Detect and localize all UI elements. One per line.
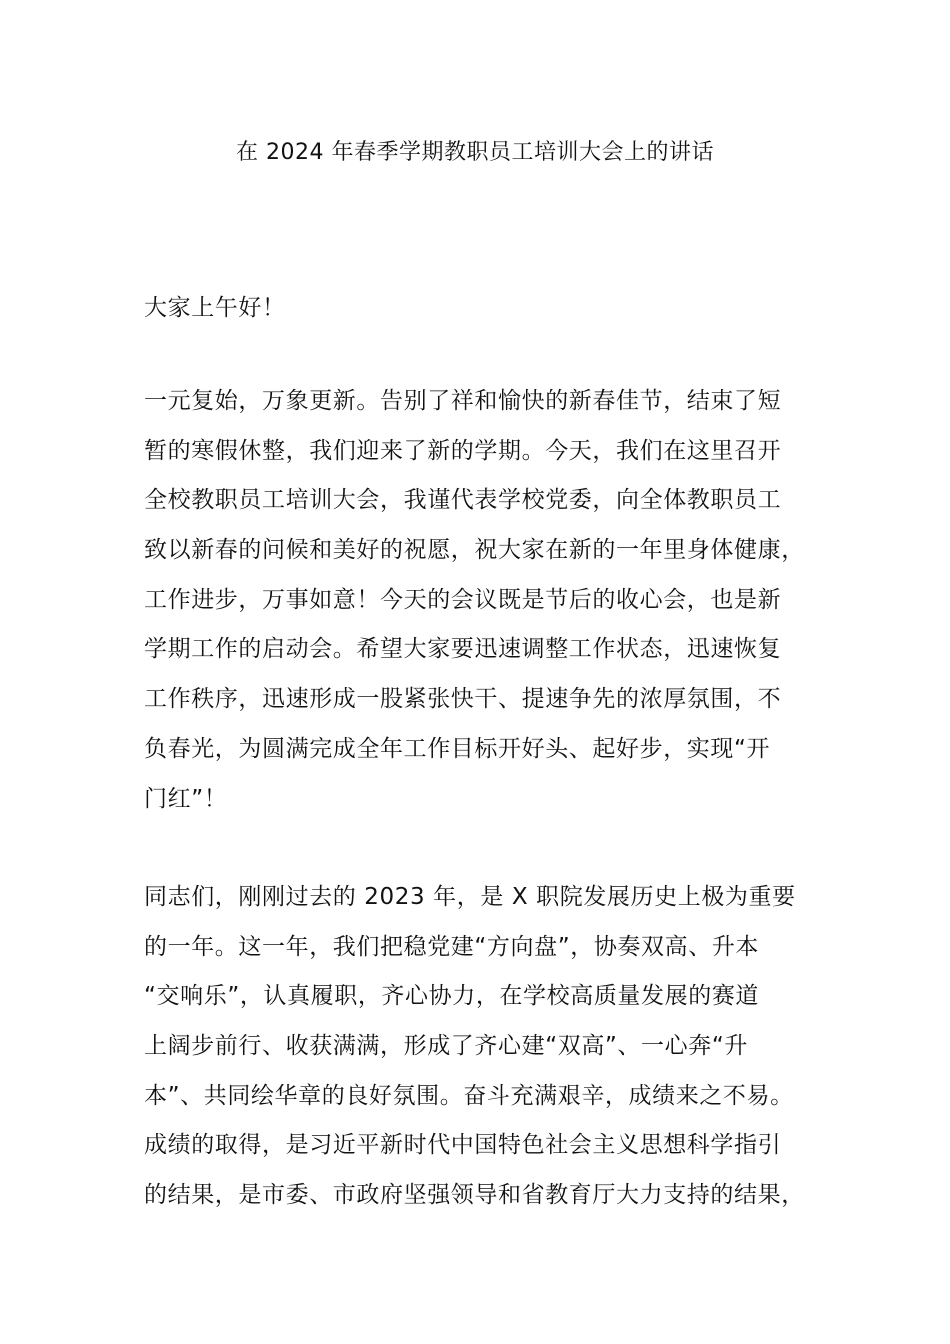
paragraph-line: 暂的寒假休整，我们迎来了新的学期。今天，我们在这里召开 — [144, 437, 782, 464]
paragraph-line: 的一年。这一年，我们把稳党建“方向盘”，协奏双高、升本 — [144, 933, 760, 960]
paragraph-line: 成绩的取得，是习近平新时代中国特色社会主义思想科学指引 — [144, 1132, 782, 1159]
paragraph-line: 的结果，是市委、市政府坚强领导和省教育厅大力支持的结果， — [144, 1182, 805, 1209]
paragraph-line: 工作秩序，迅速形成一股紧张快干、提速争先的浓厚氛围，不 — [144, 686, 782, 713]
paragraph-line: 学期工作的启动会。希望大家要迅速调整工作状态，迅速恢复 — [144, 636, 782, 663]
greeting: 大家上午好！ — [144, 295, 286, 321]
paragraph-line: 上阔步前行、收获满满，形成了齐心建“双高”、一心奔“升 — [144, 1033, 748, 1060]
paragraph-line: 负春光，为圆满完成全年工作目标开好头、起好步，实现“开 — [144, 735, 771, 762]
paragraph-line: 全校教职员工培训大会，我谨代表学校党委，向全体教职员工 — [144, 487, 782, 514]
paragraph-line: 同志们，刚刚过去的 2023 年，是 X 职院发展历史上极为重要 — [144, 884, 796, 910]
document-title: 在 2024 年春季学期教职员工培训大会上的讲话 — [236, 140, 714, 165]
paragraph-line: 致以新春的问候和美好的祝愿，祝大家在新的一年里身体健康， — [144, 537, 805, 564]
paragraph-line: 本”、共同绘华章的良好氛围。奋斗充满艰辛，成绩来之不易。 — [144, 1082, 794, 1109]
paragraph-line: “交响乐”，认真履职，齐心协力，在学校高质量发展的赛道 — [144, 983, 760, 1010]
paragraph-2 — [144, 873, 812, 1221]
paragraph-line: 一元复始，万象更新。告别了祥和愉快的新春佳节，结束了短 — [144, 388, 782, 414]
paragraph-line: 门红”！ — [144, 785, 228, 812]
paragraph-line: 工作进步，万事如意！今天的会议既是节后的收心会，也是新 — [144, 586, 782, 613]
paragraph-1 — [144, 377, 812, 824]
